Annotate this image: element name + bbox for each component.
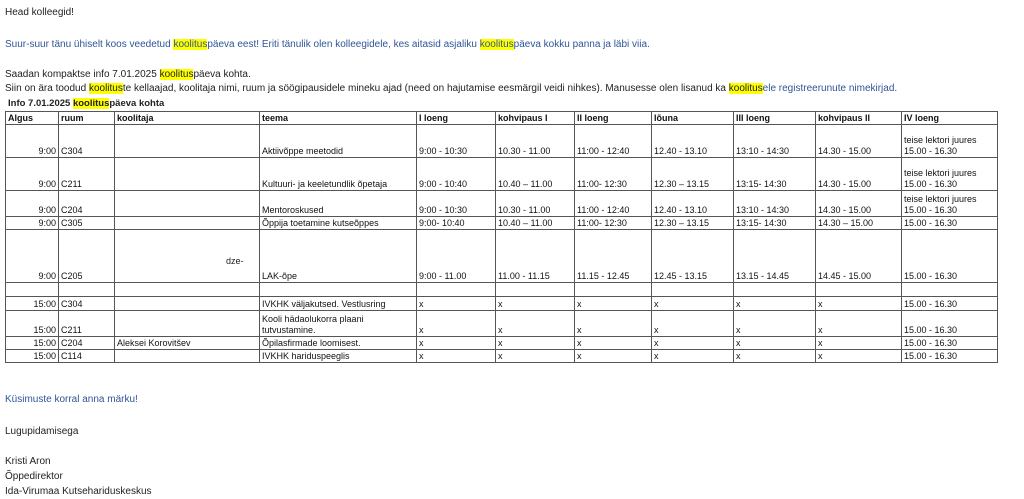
- table-cell: [115, 158, 260, 191]
- column-header: ruum: [59, 112, 115, 125]
- table-cell: 9:00 - 10:40: [417, 158, 496, 191]
- table-cell: 15:00: [6, 297, 59, 311]
- table-row: [6, 230, 998, 283]
- table-title-2: päeva kohta: [109, 98, 165, 109]
- table-cell: x: [734, 311, 816, 337]
- column-header: kohvipaus I: [496, 112, 575, 125]
- signature-org: Ida-Virumaa Kutsehariduskeskus: [5, 486, 152, 497]
- table-cell: teise lektori juures 15.00 - 16.30: [902, 158, 998, 191]
- table-cell: [652, 283, 734, 297]
- signature-name: Kristi Aron: [5, 456, 51, 467]
- detail-text-2: te kellaajad, koolitaja nimi, ruum ja söögipausidele mineku ajad (need on hajutamise eesmärgil veidi nihkes). Manusesse olen lisanud ka: [122, 83, 729, 94]
- table-cell: x: [575, 297, 652, 311]
- table-title: [8, 98, 164, 109]
- table-cell: x: [816, 337, 902, 350]
- table-cell: [115, 217, 260, 230]
- table-cell: x: [575, 311, 652, 337]
- table-cell: Aktiivõppe meetodid: [260, 125, 417, 158]
- table-cell: 15:00: [6, 311, 59, 337]
- table-cell: [6, 283, 59, 297]
- table-cell: x: [652, 311, 734, 337]
- highlight-koolitus: koolitus: [72, 98, 110, 109]
- table-cell: x: [652, 297, 734, 311]
- table-cell: C114: [59, 350, 115, 363]
- table-cell: 9:00: [6, 217, 59, 230]
- table-cell: 12.45 - 13.15: [652, 230, 734, 283]
- highlight-koolitus: koolitus: [728, 83, 763, 94]
- table-cell: [115, 350, 260, 363]
- table-cell: x: [734, 337, 816, 350]
- table-cell: x: [496, 311, 575, 337]
- table-cell: x: [652, 350, 734, 363]
- table-cell: 12.40 - 13.10: [652, 125, 734, 158]
- cut-off-text: dze-: [226, 256, 244, 266]
- table-cell: [59, 283, 115, 297]
- table-cell: 15.00 - 16.30: [902, 217, 998, 230]
- table-cell: Õpilasfirmade loomisest.: [260, 337, 417, 350]
- column-header: koolitaja: [115, 112, 260, 125]
- table-cell: x: [417, 311, 496, 337]
- table-cell: [115, 297, 260, 311]
- table-cell: 13.15 - 14.45: [734, 230, 816, 283]
- column-header: Algus: [6, 112, 59, 125]
- table-cell: x: [496, 337, 575, 350]
- table-cell: 9:00: [6, 230, 59, 283]
- table-cell: x: [496, 297, 575, 311]
- table-cell: x: [417, 297, 496, 311]
- table-cell: 9:00 - 10:30: [417, 191, 496, 217]
- table-cell: x: [496, 350, 575, 363]
- column-header: lõuna: [652, 112, 734, 125]
- info-text-2: päeva kohta.: [193, 69, 251, 80]
- table-cell: C305: [59, 217, 115, 230]
- highlight-koolitus: koolitus: [173, 39, 208, 50]
- table-cell: 13:15- 14:30: [734, 217, 816, 230]
- table-cell: Õppija toetamine kutseõppes: [260, 217, 417, 230]
- table-cell: 13:10 - 14:30: [734, 191, 816, 217]
- table-cell: x: [816, 311, 902, 337]
- table-cell: 15.00 - 16.30: [902, 230, 998, 283]
- table-cell: x: [575, 337, 652, 350]
- table-cell: teise lektori juures 15.00 - 16.30: [902, 191, 998, 217]
- table-cell: [902, 283, 998, 297]
- table-cell: C304: [59, 125, 115, 158]
- table-cell: [734, 283, 816, 297]
- table-cell: 9:00- 10:40: [417, 217, 496, 230]
- table-row: [6, 158, 998, 191]
- table-cell: Mentoroskused: [260, 191, 417, 217]
- table-cell: [115, 283, 260, 297]
- detail-line: [5, 82, 897, 95]
- table-cell: [115, 125, 260, 158]
- table-cell: C204: [59, 191, 115, 217]
- table-row: [6, 191, 998, 217]
- table-cell: x: [417, 337, 496, 350]
- table-cell: Kultuuri- ja keeletundlik õpetaja: [260, 158, 417, 191]
- table-cell: 15:00: [6, 350, 59, 363]
- table-cell: 10.30 - 11.00: [496, 125, 575, 158]
- table-cell: 10.40 – 11.00: [496, 158, 575, 191]
- table-cell: x: [652, 337, 734, 350]
- table-cell: [260, 283, 417, 297]
- table-cell: x: [816, 350, 902, 363]
- table-cell: 15:00: [6, 337, 59, 350]
- table-cell: [496, 283, 575, 297]
- table-cell: 12.30 – 13.15: [652, 158, 734, 191]
- table-cell: C211: [59, 158, 115, 191]
- table-row: [6, 283, 998, 297]
- table-cell: x: [417, 350, 496, 363]
- table-cell: 9:00: [6, 125, 59, 158]
- table-title-1: Info 7.01.2025: [8, 98, 73, 109]
- thanks-text-3: päeva kokku panna ja läbi viia.: [513, 39, 650, 50]
- table-cell: 12.30 – 13.15: [652, 217, 734, 230]
- greeting: Head kolleegid!: [5, 7, 74, 18]
- table-cell: 10.40 – 11.00: [496, 217, 575, 230]
- table-header-row: [6, 112, 998, 125]
- table-cell: 14.30 - 15.00: [816, 191, 902, 217]
- column-header: II loeng: [575, 112, 652, 125]
- table-cell: C304: [59, 297, 115, 311]
- table-cell: C205: [59, 230, 115, 283]
- schedule-table: [5, 111, 998, 363]
- table-cell: 15.00 - 16.30: [902, 297, 998, 311]
- table-cell: C204: [59, 337, 115, 350]
- table-cell: 15.00 - 16.30: [902, 311, 998, 337]
- table-cell: 9:00 - 10:30: [417, 125, 496, 158]
- table-cell: x: [816, 297, 902, 311]
- info-text-1: Saadan kompaktse info 7.01.2025: [5, 69, 160, 80]
- table-row: [6, 297, 998, 311]
- column-header: IV loeng: [902, 112, 998, 125]
- table-row: [6, 217, 998, 230]
- regards-line: Lugupidamisega: [5, 426, 79, 437]
- table-cell: [115, 191, 260, 217]
- table-cell: [417, 283, 496, 297]
- table-cell: 9:00 - 11.00: [417, 230, 496, 283]
- table-cell: 15.00 - 16.30: [902, 337, 998, 350]
- column-header: kohvipaus II: [816, 112, 902, 125]
- table-cell: IVKHK väljakutsed. Vestlusring: [260, 297, 417, 311]
- table-cell: 10.30 - 11.00: [496, 191, 575, 217]
- table-cell: x: [734, 297, 816, 311]
- column-header: teema: [260, 112, 417, 125]
- table-cell: LAK-õpe: [260, 230, 417, 283]
- table-cell: 13:15- 14:30: [734, 158, 816, 191]
- table-cell: [115, 311, 260, 337]
- table-cell: Aleksei Korovitšev: [115, 337, 260, 350]
- table-cell: 11:00 - 12:40: [575, 191, 652, 217]
- table-cell: [575, 283, 652, 297]
- highlight-koolitus: koolitus: [88, 83, 123, 94]
- thanks-text-2: päeva eest! Eriti tänulik olen kolleegidele, kes aitasid asjaliku: [207, 39, 480, 50]
- table-cell: 14.30 - 15.00: [816, 125, 902, 158]
- table-cell: 11.15 - 12.45: [575, 230, 652, 283]
- thanks-text-1: Suur-suur tänu ühiselt koos veedetud: [5, 39, 174, 50]
- table-row: [6, 125, 998, 158]
- table-cell: 11.00 - 11.15: [496, 230, 575, 283]
- table-cell: IVKHK hariduspeeglis: [260, 350, 417, 363]
- table-cell: teise lektori juures 15.00 - 16.30: [902, 125, 998, 158]
- table-cell: 11:00- 12:30: [575, 217, 652, 230]
- table-cell: [816, 283, 902, 297]
- detail-text-3: ele registreerunute nimekirjad.: [762, 83, 898, 94]
- info-line: [5, 68, 251, 81]
- signature-role: Õppedirektor: [5, 471, 63, 482]
- thanks-paragraph: [5, 38, 650, 51]
- table-cell: C211: [59, 311, 115, 337]
- table-cell: 12.40 - 13.10: [652, 191, 734, 217]
- table-row: [6, 350, 998, 363]
- table-cell: 9:00: [6, 191, 59, 217]
- table-cell: 11:00- 12:30: [575, 158, 652, 191]
- table-cell: 14.30 – 15.00: [816, 217, 902, 230]
- table-cell: Kooli hädaolukorra plaani tutvustamine.: [260, 311, 417, 337]
- column-header: I loeng: [417, 112, 496, 125]
- table-cell: 13:10 - 14:30: [734, 125, 816, 158]
- highlight-koolitus: koolitus: [159, 69, 194, 80]
- table-row: [6, 311, 998, 337]
- table-row: [6, 337, 998, 350]
- highlight-koolitus: koolitus: [479, 39, 514, 50]
- table-cell: 14.30 - 15.00: [816, 158, 902, 191]
- detail-text-1: Siin on ära toodud: [5, 83, 89, 94]
- column-header: III loeng: [734, 112, 816, 125]
- table-cell: x: [734, 350, 816, 363]
- table-cell: 15.00 - 16.30: [902, 350, 998, 363]
- table-cell: 14.45 - 15.00: [816, 230, 902, 283]
- table-cell: 11:00 - 12:40: [575, 125, 652, 158]
- questions-line: Küsimuste korral anna märku!: [5, 394, 138, 405]
- table-cell: x: [575, 350, 652, 363]
- table-cell: 9:00: [6, 158, 59, 191]
